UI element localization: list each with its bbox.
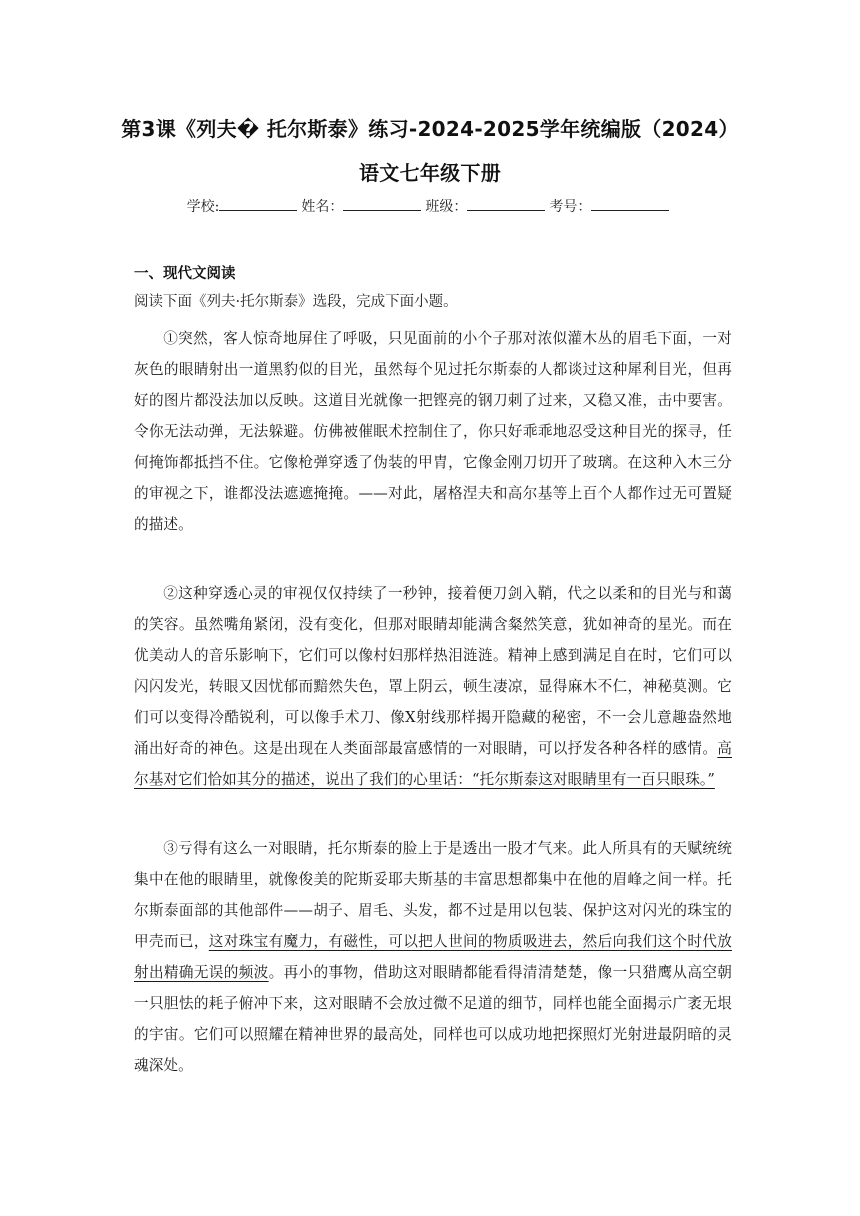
id-label: 考号： (549, 199, 592, 215)
worksheet-subtitle: 语文七年级下册 (358, 161, 502, 185)
passage-paragraph-3 (134, 833, 732, 1081)
class-blank[interactable] (467, 197, 545, 211)
worksheet-title: 第3课《列夫� 托尔斯泰》练习-2024-2025学年统编版（2024） (121, 117, 739, 141)
name-label: 姓名： (301, 199, 344, 215)
class-label: 班级： (425, 199, 468, 215)
paragraph-3-text-b: 。再小的事物，借助这对眼睛都能看得清清楚楚，像一只猎鹰从高空朝一只胆怯的耗子俯冲下来，这对眼睛不会放过微不足道的细节，同样也能全面揭示广袤无垠的宇宙。它们可以照耀在精神世界的最高处，同样也可以成功地把探照灯光射进最阴暗的灵魂深处。 (134, 964, 732, 1074)
passage-paragraph-2 (134, 578, 732, 795)
reading-instruction: 阅读下面《列夫·托尔斯泰》选段，完成下面小题。 (134, 294, 458, 310)
section-heading: 一、现代文阅读 (134, 266, 236, 282)
paragraph-2-text: ②这种穿透心灵的审视仅仅持续了一秒钟，接着便刀剑入鞘，代之以柔和的目光与和蔼的笑容。虽然嘴角紧闭，没有变化，但那对眼睛却能满含粲然笑意，犹如神奇的星光。而在优美动人的音乐影响下，它们可以像村妇那样热泪涟涟。精神上感到满足自在时，它们可以闪闪发光，转眼又因忧郁而黯然失色，罩上阴云，顿生凄凉，显得麻木不仁，神秘莫测。它们可以变得冷酷锐利，可以像手术刀、像X射线那样揭开隐藏的秘密，不一会儿意趣盎然地涌出好奇的神色。这是出现在人类面部最富感情的一对眼睛，可以抒发各种各样的感情。 (134, 585, 732, 757)
school-label: 学校: (186, 199, 220, 215)
id-blank[interactable] (591, 197, 669, 211)
paragraph-3-text-a: ③亏得有这么一对眼睛，托尔斯泰的脸上于是透出一股才气来。此人所具有的天赋统统集中在他的眼睛里，就像俊美的陀斯妥耶夫斯基的丰富思想都集中在他的眉峰之间一样。托尔斯泰面部的其他部件——胡子、眉毛、头发，都不过是用以包装、保护这对闪光的珠宝的甲壳而已， (134, 840, 732, 950)
school-blank[interactable] (219, 197, 297, 211)
passage-paragraph-1: ①突然，客人惊奇地屏住了呼吸，只见面前的小个子那对浓似灌木丛的眉毛下面，一对灰色的眼睛射出一道黑豹似的目光，虽然每个见过托尔斯泰的人都谈过这种犀利目光，但再好的图片都没法加以反映。这道目光就像一把铿亮的钢刀刺了过来，又稳又准，击中要害。令你无法动弹，无法躲避。仿佛被催眠术控制住了，你只好乖乖地忍受这种目光的探寻，任何掩饰都抵挡不住。它像枪弹穿透了伪装的甲胄，它像金刚刀切开了玻璃。在这种入木三分的审视之下，谁都没法遮遮掩掩。——对此，屠格涅夫和高尔基等上百个人都作过无可置疑的描述。 (134, 330, 732, 533)
student-info-line (100, 196, 760, 216)
underlined-sentence-1: 高尔基对它们恰如其分的描述，说出了我们的心里话：“托尔斯泰这对眼睛里有一百只眼珠。” (134, 740, 732, 788)
underlined-sentence-2: 这对珠宝有魔力，有磁性，可以把人世间的物质吸进去，然后向我们这个时代放射出精确无误的频波 (134, 933, 732, 981)
name-blank[interactable] (343, 197, 421, 211)
